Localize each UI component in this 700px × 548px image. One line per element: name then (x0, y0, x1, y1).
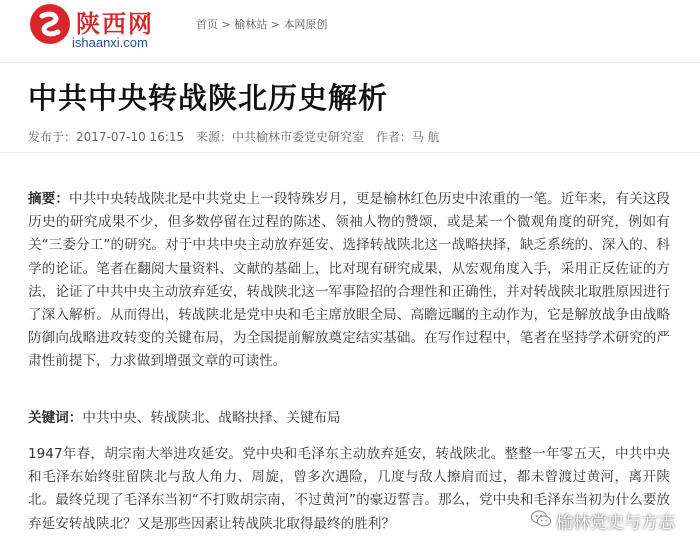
keywords-text: 中共中央、转战陕北、战略抉择、关键布局 (82, 410, 341, 426)
keywords-label: 关键词： (28, 410, 83, 426)
article-title: 中共中央转战陕北历史解析 (28, 81, 389, 115)
logo-domain: ishaanxi.com (72, 35, 148, 50)
breadcrumb-home[interactable]: 首页 (196, 18, 218, 31)
breadcrumb (196, 16, 327, 32)
breadcrumb-separator: > (218, 18, 235, 31)
abstract-text: 中共中央转战陕北是中共党史上一段特殊岁月，更是榆林红色历史中浓重的一笔。近年来，有关这段历史的研究成果不少，但多数停留在过程的陈述、领袖人物的赞颂，或是某一个微观角度的研究，例如有关“三委分工”的研究。对于中共中央主动放弃延安、选择转战陕北这一战略抉择，缺乏系统的、深入的、科学的论证。笔者在翻阅大量资料、文献的基础上，比对现有研究成果，从宏观角度入手，采用正反佐证的方法，论证了中共中央主动放弃延安，转战陕北这一军事险招的合理性和正确性，并对转战陕北取胜原因进行了深入解析。从而得出，转战陕北是党中央和毛主席放眼全局、高瞻远瞩的主动作为，它是解放战争由战略防御向战略进攻转变的关键布局，为全国提前解放奠定结实基础。在写作过程中，笔者在坚持学术研究的严肃性前提下，力求做到增强文章的可读性。 (28, 191, 670, 370)
article-abstract (28, 188, 670, 374)
logo-emblem-icon (30, 4, 70, 44)
watermark-account-name: 榆林党史与方志 (556, 513, 675, 533)
wechat-icon (530, 508, 552, 530)
article-author: 作者：马 航 (375, 130, 440, 144)
article-body-paragraph: 1947年春，胡宗南大举进攻延安。党中央和毛泽东主动放弃延安，转战陕北。整整一年零五天，中共中央和毛泽东始终驻留陕北与敌人角力、周旋，曾多次遇险，几度与敌人擦肩而过，都未曾渡过黄河，离开陕北。最终兑现了毛泽东当初“不打败胡宗南，不过黄河”的豪迈誓言。那么，党中央和毛泽东当初为什么要放弃延安转战陕北？又是那些因素让转战陕北取得最终的胜利？ (28, 446, 670, 532)
wechat-watermark (530, 506, 700, 534)
publish-time: 发布于：2017-07-10 16:15 (28, 130, 185, 144)
article-keywords (28, 407, 670, 430)
article-source: 来源：中共榆林市委党史研究室 (195, 130, 364, 144)
site-logo[interactable] (30, 4, 190, 54)
article-meta (28, 128, 448, 145)
breadcrumb-section[interactable]: 本网原创 (283, 18, 328, 31)
site-header (0, 0, 700, 66)
breadcrumb-separator: > (267, 18, 284, 31)
logo-chinese-name: 陕西网 (76, 9, 154, 38)
header-divider (0, 62, 700, 63)
meta-divider (0, 152, 700, 153)
abstract-label: 摘要： (28, 191, 69, 207)
breadcrumb-channel[interactable]: 榆林站 (234, 18, 268, 31)
